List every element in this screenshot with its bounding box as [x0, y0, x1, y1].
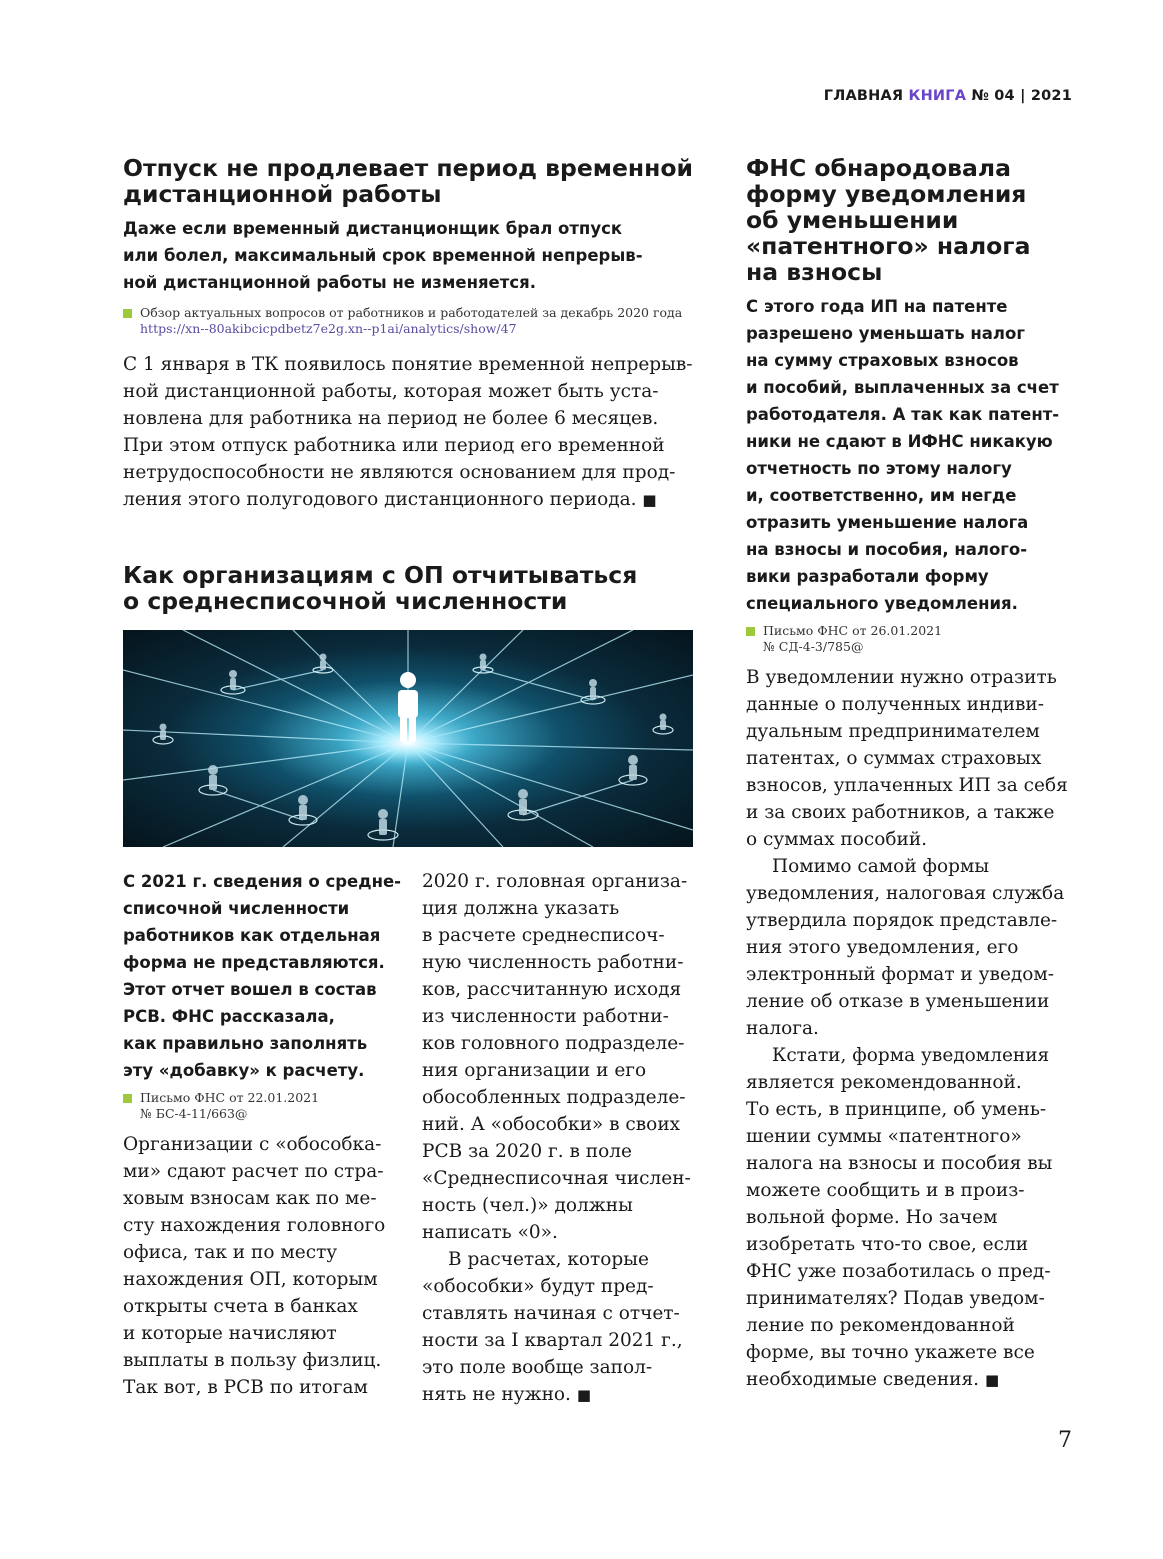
article-title: ФНС обнародовала форму уведомления об уменьшении «патентного» налога на взносы: [746, 154, 1031, 286]
issue-number: № 04 | 2021: [971, 88, 1072, 104]
end-mark: ■: [576, 1386, 592, 1404]
article-source: Письмо ФНС от 22.01.2021 № БС-4-11/663@: [123, 1090, 403, 1122]
network-people-image: [123, 630, 693, 847]
article-avg-headcount-title: [123, 562, 703, 614]
source-link[interactable]: https://xn--80akibcicpdbetz7e2g.xn--p1ai/analytics/show/47: [140, 321, 517, 336]
end-mark: ■: [642, 491, 657, 509]
brand-main: ГЛАВНАЯ: [823, 88, 904, 104]
article-lead: Даже если временный дистанционщик брал отпуск или болел, максимальный срок временной непрерыв- ной дистанционной работы не изменяется.: [123, 219, 643, 292]
article-title: Как организациям с ОП отчитываться о среднесписочной численности: [123, 561, 638, 615]
article-patent-tax: [746, 155, 1076, 1394]
article-body-right: 2020 г. головная организа- ция должна указать в расчете среднесписоч- ную численность работни- ков, рассчитанную исходя из численности работни- ков головного подразделе- ния организации и его обособленных подразделе- ний. А «обособки» в своих РСВ за 2020 г. в поле «Среднесписочная числен- ность (чел.)» должны написать «0». В расчетах, которые «обособки» будут пред- ставлять начиная с отчет- ности за I квартал 2021 г., это поле вообще запол- нять не нужно. ■: [422, 871, 691, 1405]
article-lead: С 2021 г. сведения о средне- списочной численности работников как отдельная форма не представляются. Этот отчет вошел в состав РСВ. ФНС рассказала, как правильно заполнять эту «добавку» к расчету.: [123, 872, 402, 1080]
article-vacation-remote: [123, 155, 703, 514]
end-mark: ■: [984, 1371, 1000, 1389]
article-avg-headcount-right: [422, 868, 702, 1409]
network-illustration: [123, 630, 693, 847]
article-body: В уведомлении нужно отразить данные о полученных индиви- дуальным предпринимателем патентах, о суммах страховых взносов, уплаченных ИП за себя и за своих работников, а также о суммах пособий. Помимо самой формы уведомления, налоговая служба утвердила порядок представле- ния этого уведомления, его электронный формат и уведом- ление об отказе в уменьшении налога. Кстати, форма уведомления является рекомендованной. То есть, в принципе, об умень- шении суммы «патентного» налога на взносы и пособия вы можете сообщить и в произ- вольной форме. Но зачем изобретать что-то свое, если ФНС уже позаботилась о пред- принимателях? Подав уведом- ление по рекомендованной форме, вы точно укажете все необходимые сведения. ■: [746, 667, 1068, 1390]
article-source: Письмо ФНС от 26.01.2021 № СД-4-3/785@: [746, 623, 1076, 655]
page-header: [760, 88, 1072, 104]
article-lead: С этого года ИП на патенте разрешено уменьшать налог на сумму страховых взносов и пособий, выплаченных за счет работодателя. А так как патент- ники не сдают в ИФНС никакую отчетность по этому налогу и, соответственно, им негде отразить уменьшение налога на взносы и пособия, налого- вики разработали форму специального уведомления.: [746, 297, 1060, 613]
article-body: С 1 января в ТК появилось понятие временной непрерыв- ной дистанционной работы, которая может быть уста- новлена для работника на период не более 6 месяцев. При этом отпуск работника или период его временной нетрудоспособности не являются основанием для прод- ления этого полугодового дистанционного периода. ■: [123, 354, 693, 510]
article-title: Отпуск не продлевает период временной дистанционной работы: [123, 154, 694, 208]
page-number: 7: [1058, 1428, 1072, 1453]
brand-accent: КНИГА: [908, 88, 967, 104]
article-body-left: Организации с «обособка- ми» сдают расчет по стра- ховым взносам как по ме- сту нахождения головного офиса, так и по месту нахождения ОП, которым открыты счета в банках и которые начисляют выплаты в пользу физлиц. Так вот, в РСВ по итогам: [123, 1134, 386, 1398]
article-source: Обзор актуальных вопросов от работников и работодателей за декабрь 2020 года https://xn--80akibcicpdbetz7e2g.xn--p1ai/analytics/show/47: [123, 305, 703, 337]
article-avg-headcount-left: [123, 868, 403, 1401]
